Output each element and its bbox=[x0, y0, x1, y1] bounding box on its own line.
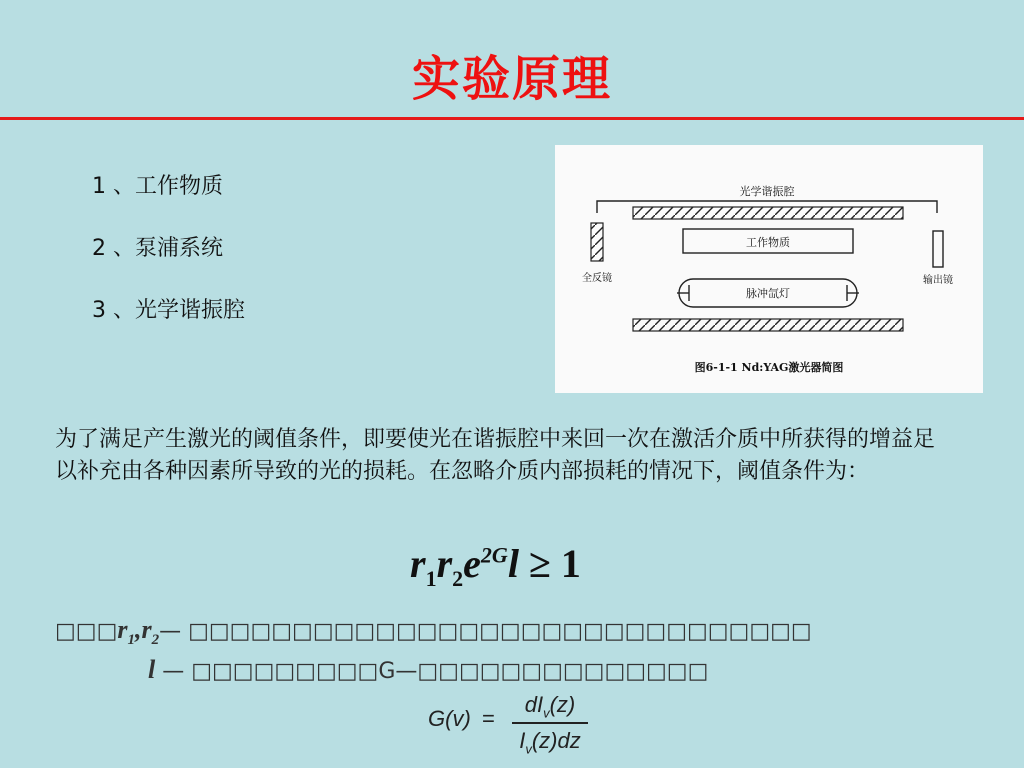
note2-text1: □□□□□□□□□ bbox=[191, 659, 379, 684]
note1-sub1: 1 bbox=[127, 632, 135, 649]
cavity-top-wall bbox=[633, 207, 903, 219]
formula-r2: r bbox=[436, 541, 453, 586]
length-gain-note bbox=[148, 655, 708, 685]
formula-l: l bbox=[507, 541, 519, 586]
cavity-bottom-wall bbox=[633, 319, 903, 331]
output-mirror-icon bbox=[933, 231, 943, 267]
note1-r2: r bbox=[141, 615, 152, 644]
note2-g: G— bbox=[378, 659, 418, 684]
flash-lamp-label: 脉冲氙灯 bbox=[746, 287, 790, 300]
title-divider bbox=[0, 117, 1024, 120]
gain-den-base: I bbox=[519, 727, 526, 753]
note1-text: □□□□□□□□□□□□□□□□□□□□□□□□□□□□□□ bbox=[188, 619, 812, 644]
threshold-paragraph: 为了满足产生激光的阈值条件，即要使光在谐振腔中来回一次在激活介质中所获得的增益足以补充由各种因素所导致的光的损耗。在忽略介质内部损耗的情况下，阈值条件为： bbox=[55, 427, 936, 484]
gain-den-tail: (z)dz bbox=[531, 727, 581, 753]
note1-sub2: 2 bbox=[151, 632, 160, 649]
laser-diagram bbox=[555, 145, 983, 393]
rear-mirror-label: 全反镜 bbox=[582, 273, 612, 284]
gain-num-sub: v bbox=[543, 705, 550, 721]
note1-comma: , bbox=[134, 615, 142, 644]
slide-title: 实验原理 bbox=[411, 51, 612, 107]
resonator-label: 光学谐振腔 bbox=[739, 185, 795, 198]
formula-e-sup: 2G bbox=[480, 542, 508, 568]
formula-r1-sub: 1 bbox=[425, 566, 437, 591]
list-item-medium: 1 、工作物质 bbox=[92, 174, 223, 199]
list-item-pump: 2 、泵浦系统 bbox=[92, 236, 223, 261]
gain-den-sub: v bbox=[525, 740, 532, 756]
list-item-resonator: 3 、光学谐振腔 bbox=[92, 298, 245, 323]
laser-diagram-svg bbox=[555, 145, 983, 393]
note1-prefix: □□□ bbox=[55, 619, 118, 644]
formula-r1: r bbox=[410, 541, 426, 586]
gain-denominator bbox=[510, 724, 590, 758]
gain-fraction bbox=[510, 692, 590, 758]
reflectivity-note bbox=[55, 615, 812, 649]
note2-l: l bbox=[148, 655, 156, 684]
component-list bbox=[92, 172, 245, 358]
gain-equals: = bbox=[482, 706, 495, 731]
note2-dash: — bbox=[155, 659, 192, 684]
formula-r2-sub: 2 bbox=[452, 566, 464, 591]
figure-caption: 图6-1-1 Nd:YAG激光器简图 bbox=[694, 361, 844, 374]
gain-numerator bbox=[510, 692, 590, 722]
threshold-formula bbox=[410, 540, 581, 592]
gain-num-base: dI bbox=[524, 692, 544, 717]
working-medium-label: 工作物质 bbox=[746, 236, 790, 249]
note1-dash: — bbox=[159, 619, 182, 644]
note2-text2: □□□□□□□□□□□□□□ bbox=[417, 659, 709, 684]
output-mirror-label: 输出镜 bbox=[923, 275, 953, 286]
gain-num-tail: (z) bbox=[549, 692, 576, 717]
formula-e: e bbox=[463, 541, 481, 586]
formula-rhs: 1 bbox=[560, 541, 581, 586]
formula-relation: ≥ bbox=[528, 541, 551, 586]
rear-mirror-icon bbox=[591, 223, 603, 261]
note1-r1: r bbox=[117, 615, 128, 644]
gain-lhs: G(v) bbox=[428, 706, 471, 731]
